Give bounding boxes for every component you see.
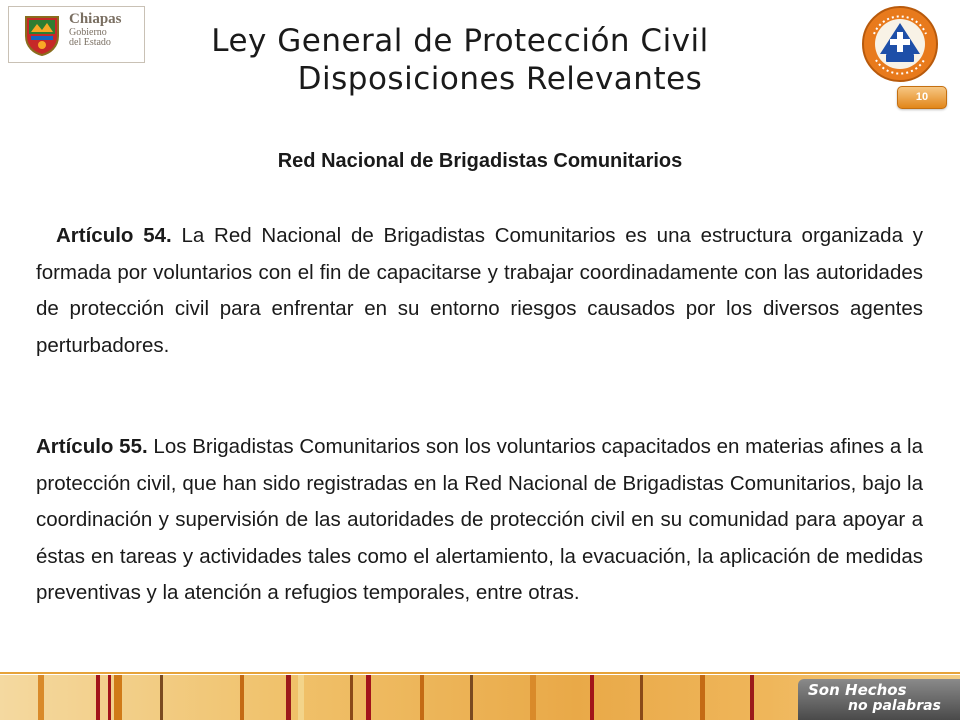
- footer-stripe: [108, 675, 111, 720]
- footer-stripe: [350, 675, 353, 720]
- title-line-1: Ley General de Protección Civil: [211, 23, 709, 59]
- logo-text-del-estado: del Estado: [69, 37, 111, 49]
- logo-text-gobierno: Gobierno: [69, 26, 107, 38]
- footer-slogan: [808, 682, 948, 714]
- footer-stripe: [38, 675, 44, 720]
- proteccion-civil-seal-icon: [856, 4, 946, 84]
- section-title: Red Nacional de Brigadistas Comunitarios: [277, 150, 683, 172]
- footer-stripe: [590, 675, 594, 720]
- footer-stripe: [96, 675, 100, 720]
- footer-stripe: [700, 675, 705, 720]
- article-54-paragraph: [36, 218, 923, 364]
- footer-stripe: [530, 675, 536, 720]
- footer-stripe: [298, 675, 304, 720]
- footer-stripe: [420, 675, 424, 720]
- page-number-badge: 10: [897, 86, 947, 109]
- logo-text-chiapas: Chiapas: [69, 11, 122, 27]
- title-line-2: Disposiciones Relevantes: [297, 61, 703, 97]
- footer-stripe: [640, 675, 643, 720]
- slogan-line-1: Son Hechos: [808, 681, 907, 699]
- article-54-label: Artículo 54.: [56, 224, 172, 247]
- page-title: [0, 22, 960, 98]
- footer-stripe: [470, 675, 473, 720]
- footer-stripe: [114, 675, 122, 720]
- article-55-label: Artículo 55.: [36, 435, 148, 458]
- footer-stripe: [160, 675, 163, 720]
- footer-stripe: [240, 675, 244, 720]
- article-55-paragraph: [36, 429, 923, 612]
- footer-stripe: [286, 675, 291, 720]
- footer-divider: [0, 672, 960, 674]
- article-54-text: La Red Nacional de Brigadistas Comunitarios es una estructura organizada y formada por voluntarios con el fin de capacitarse y trabajar coordinadamente con las autoridades de protección civil para enfrentar en su entorno riesgos causados por los diversos agentes perturbadores.: [36, 224, 924, 357]
- article-55-text: Los Brigadistas Comunitarios son los voluntarios capacitados en materias afines a la protección civil, que han sido registradas en la Red Nacional de Brigadistas Comunitarios, bajo la coordinación y supervisión de las autoridades de protección civil en su comunidad para apoyar a éstas en tareas y actividades tales como el alertamiento, la evacuación, la aplicación de medidas preventivas y la atención a refugios temporales, entre otras.: [36, 435, 923, 605]
- slogan-line-2: no palabras: [848, 698, 941, 714]
- footer-stripe: [750, 675, 754, 720]
- footer-stripe: [366, 675, 371, 720]
